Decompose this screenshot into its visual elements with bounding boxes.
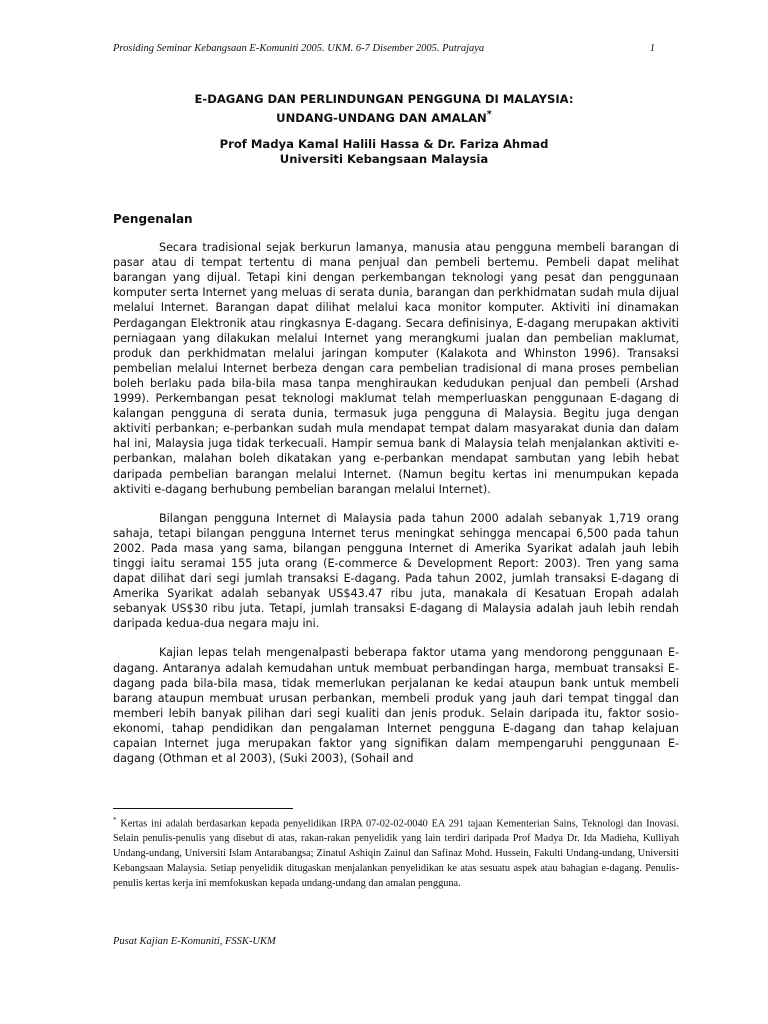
section-heading: Pengenalan <box>113 212 193 226</box>
footnote-divider <box>113 808 293 809</box>
author-block <box>113 137 655 167</box>
title-footnote-marker: * <box>486 109 492 120</box>
footnote <box>113 813 679 892</box>
body-paragraph-2: Bilangan pengguna Internet di Malaysia pada tahun 2000 adalah sebanyak 1,719 orang sahaja, tetapi bilangan pengguna Internet terus meningkat sehingga mencapai 6,500 pada tahun 2002. Pada masa yang sama, bilangan pengguna Internet di Amerika Syarikat adalah jauh lebih tinggi iaitu seramai 155 juta orang (E-commerce & Development Report: 2003). Tren yang sama dapat dilihat dari segi jumlah transaksi E-dagang. Pada tahun 2002, jumlah transaksi E-dagang di Amerika Syarikat adalah sebanyak US$43.47 ribu juta, manakala di Kesatuan Eropah adalah sebanyak US$30 ribu juta. Tetapi, jumlah transaksi E-dagang di Malaysia adalah jauh lebih rendah daripada kedua-dua negara maju ini. <box>113 511 679 631</box>
footnote-text: Kertas ini adalah berdasarkan kepada penyelidikan IRPA 07-02-02-0040 EA 291 tajaan Kementerian Sains, Teknologi dan Inovasi. Selain penulis-penulis yang disebut di atas, rakan-rakan penyelidik yang lain terdiri daripada Prof Madya Dr. Ida Madieha, Kulliyah Undang-undang, Universiti Islam Antarabangsa; Zinatul Ashiqin Zainul dan Safinaz Mohd. Hussein, Fakulti Undang-undang, Universiti Kebangsaan Malaysia. Setiap penyelidik ditugaskan menjalankan penyelidikan ke atas sesuatu aspek atau bahagian e-dagang. Penulis-penulis kertas kerja ini memfokuskan kepada undang-undang dan amalan pengguna. <box>113 818 679 890</box>
body-paragraph-3: Kajian lepas telah mengenalpasti beberapa faktor utama yang mendorong penggunaan E-dagang. Antaranya adalah kemudahan untuk membuat perbandingan harga, membuat transaksi E-dagang pada bila-bila masa, tidak memerlukan perjalanan ke kedai ataupun bank untuk membeli barang ataupun membuat urusan perbankan, membeli produk yang jauh dari tempat tinggal dan memberi lebih banyak pilihan dari segi kualiti dan jenis produk. Selain daripada itu, faktor sosio-ekonomi, tahap pendidikan dan pengalaman Internet pengguna E-dagang dan tahap kelajuan capaian Internet juga merupakan faktor yang signifikan dalam mempengaruhi penggunaan E-dagang (Othman et al 2003), (Suki 2003), (Sohail and <box>113 646 679 766</box>
section-introduction <box>113 212 679 780</box>
author-affiliation: Universiti Kebangsaan Malaysia <box>279 152 489 166</box>
title-line-2: UNDANG-UNDANG DAN AMALAN <box>276 110 487 125</box>
author-names: Prof Madya Kamal Halili Hassa & Dr. Fariza Ahmad <box>219 137 549 151</box>
running-header <box>113 43 655 54</box>
footnote-marker: * <box>113 816 117 824</box>
paper-title <box>113 92 655 126</box>
running-head-text: Prosiding Seminar Kebangsaan E-Komuniti 2005. UKM. 6-7 Disember 2005. Putrajaya <box>113 43 485 54</box>
page-footer: Pusat Kajian E-Komuniti, FSSK-UKM <box>113 936 276 947</box>
page-number: 1 <box>649 43 655 54</box>
body-paragraph-1: Secara tradisional sejak berkurun lamanya, manusia atau pengguna membeli barangan di pasar atau di tempat tertentu di mana penjual dan pembeli bertemu. Pembeli dapat melihat barangan yang dijual. Tetapi kini dengan perkembangan teknologi yang pesat dan penggunaan komputer serta Internet yang meluas di serata dunia, barangan dan perkhidmatan sudah mula dijual melalui Internet. Barangan dapat dilihat melalui kaca monitor komputer. Aktiviti ini dinamakan Perdagangan Elektronik atau ringkasnya E-dagang. Secara definisinya, E-dagang merupakan aktiviti perniagaan yang dilakukan melalui Internet yang merangkumi jualan dan pembelian maklumat, produk dan perkhidmatan melalui jaringan komputer (Kalakota and Whinston 1996). Transaksi pembelian melalui Internet berbeza dengan cara pembelian tradisional di mana proses pembelian boleh berlaku pada bila-bila masa tanpa menghiraukan kedudukan penjual dan pembeli (Arshad 1999). Perkembangan pesat teknologi maklumat telah memperluaskan penggunaan E-dagang di kalangan pengguna di serata dunia, termasuk juga pengguna di Malaysia. Begitu juga dengan aktiviti perbankan; e-perbankan sudah mula mendapat tempat dalam masyarakat dunia dan dalam hal ini, Malaysia juga tidak terkecuali. Hampir semua bank di Malaysia telah menjalankan aktiviti e-perbankan, malahan boleh dikatakan yang e-perbankan mendapat sambutan yang lebih hebat daripada pembelian barangan melalui Internet. (Namun begitu kertas ini menumpukan kepada aktiviti e-dagang berhubung pembelian barangan melalui Internet). <box>113 241 679 496</box>
title-line-1: E-DAGANG DAN PERLINDUNGAN PENGGUNA DI MALAYSIA: <box>194 92 574 106</box>
